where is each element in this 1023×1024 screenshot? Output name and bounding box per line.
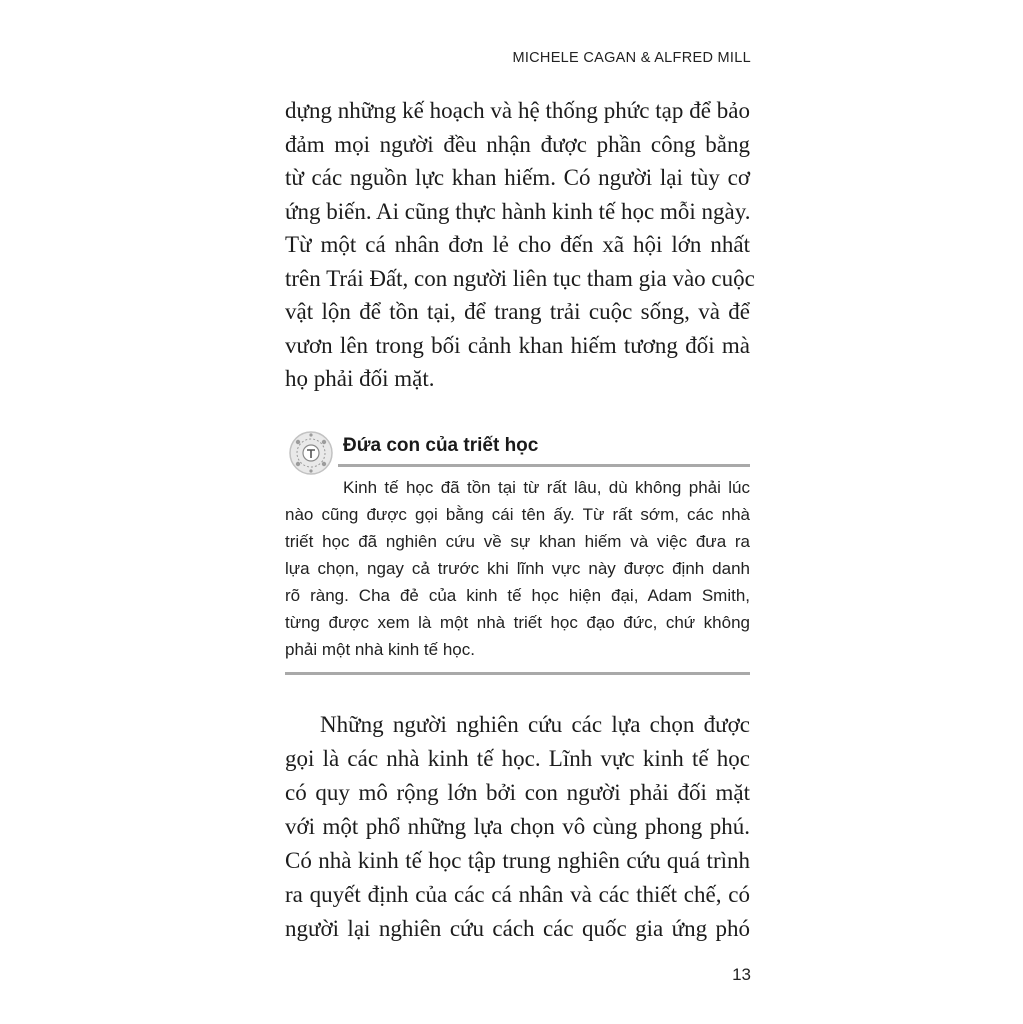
box-text-line: nào cũng được gọi bằng cái tên ấy. Từ rất sớm, các nhà	[285, 505, 750, 524]
text-line: Từ một cá nhân đơn lẻ cho đến xã hội lớn nhất	[285, 232, 750, 257]
text-line: vươn lên trong bối cảnh khan hiếm tương đối mà	[285, 333, 750, 358]
text-line: họ phải đối mặt.	[285, 366, 435, 391]
text-line: gọi là các nhà kinh tế học. Lĩnh vực kinh tế học	[285, 746, 750, 771]
box-divider-bottom	[285, 672, 750, 675]
box-title: Đứa con của triết học	[343, 435, 539, 456]
text-line: người lại nghiên cứu cách các quốc gia ứng phó	[285, 916, 750, 941]
text-line: dựng những kế hoạch và hệ thống phức tạp để bảo	[285, 98, 750, 123]
box-text-line: phải một nhà kinh tế học.	[285, 640, 475, 659]
text-line: có quy mô rộng lớn bởi con người phải đối mặt	[285, 780, 750, 805]
box-divider-top	[338, 464, 750, 467]
text-line: ra quyết định của các cá nhân và các thiết chế, có	[285, 882, 750, 907]
text-line: Những người nghiên cứu các lựa chọn được	[320, 712, 750, 737]
philosophy-icon	[288, 430, 334, 476]
text-line: vật lộn để tồn tại, để trang trải cuộc sống, và để	[285, 299, 750, 324]
page-number: 13	[732, 965, 751, 984]
box-text-line: rõ ràng. Cha đẻ của kinh tế học hiện đại, Adam Smith,	[285, 586, 750, 605]
box-text-line: Kinh tế học đã tồn tại từ rất lâu, dù không phải lúc	[343, 478, 750, 497]
running-head: MICHELE CAGAN & ALFRED MILL	[512, 50, 751, 66]
box-text-line: triết học đã nghiên cứu về sự khan hiếm và việc đưa ra	[285, 532, 750, 551]
text-line: từ các nguồn lực khan hiếm. Có người lại tùy cơ	[285, 165, 750, 190]
text-line: đảm mọi người đều nhận được phần công bằng	[285, 132, 750, 157]
box-text-line: từng được xem là một nhà triết học đạo đức, chứ không	[285, 613, 750, 632]
box-text-line: lựa chọn, ngay cả trước khi lĩnh vực này được định danh	[285, 559, 750, 578]
text-line: Có nhà kinh tế học tập trung nghiên cứu quá trình	[285, 848, 750, 873]
text-line: trên Trái Đất, con người liên tục tham gia vào cuộc	[285, 266, 755, 291]
text-line: ứng biến. Ai cũng thực hành kinh tế học mỗi ngày.	[285, 199, 751, 224]
text-line: với một phổ những lựa chọn vô cùng phong phú.	[285, 814, 750, 839]
